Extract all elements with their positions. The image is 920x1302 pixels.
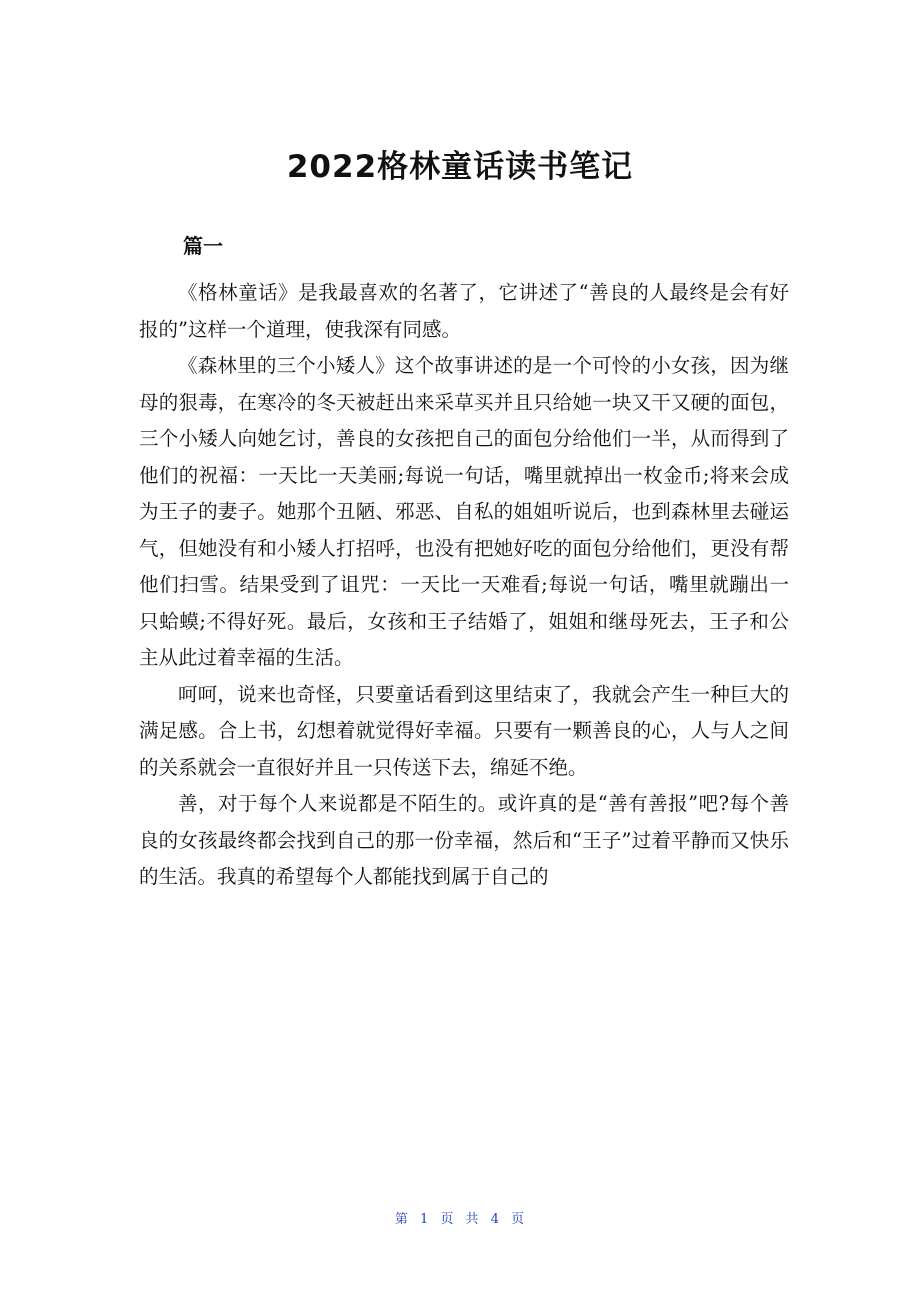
paragraph-3: 呵呵，说来也奇怪，只要童话看到这里结束了，我就会产生一种巨大的满足感。合上书，幻想着就觉得好幸福。只要有一颗善良的心，人与人之间的关系就会一直很好并且一只传送下去，绵延不绝。 <box>139 682 789 779</box>
page-footer: 第 1 页 共 4 页 <box>394 1212 526 1227</box>
paragraph-4: 善，对于每个人来说都是不陌生的。或许真的是“善有善报”吧?每个善良的女孩最终都会找到自己的那一份幸福，然后和“王子”过着平静而又快乐的生活。我真的希望每个人都能找到属于自己的 <box>139 792 789 888</box>
body-text <box>139 275 789 896</box>
paragraph-2: 《森林里的三个小矮人》这个故事讲述的是一个可怜的小女孩，因为继母的狠毒，在寒冷的冬天被赶出来采草买并且只给她一块又干又硬的面包，三个小矮人向她乞讨，善良的女孩把自己的面包分给他们一半，从而得到了他们的祝福：一天比一天美丽;每说一句话，嘴里就掉出一枚金币;将来会成为王子的妻子。她那个丑陋、邪恶、自私的姐姐听说后，也到森林里去碰运气，但她没有和小矮人打招呼，也没有把她好吃的面包分给他们，更没有帮他们扫雪。结果受到了诅咒：一天比一天难看;每说一句话，嘴里就蹦出一只蛤蟆;不得好死。最后，女孩和王子结婚了，姐姐和继母死去，王子和公主从此过着幸福的生活。 <box>139 354 789 669</box>
section-heading: 篇一 <box>183 234 223 258</box>
paragraph-1: 《格林童话》是我最喜欢的名著了，它讲述了“善良的人最终是会有好报的”这样一个道理，使我深有同感。 <box>139 281 789 341</box>
document-title: 2022格林童话读书笔记 <box>286 149 634 185</box>
